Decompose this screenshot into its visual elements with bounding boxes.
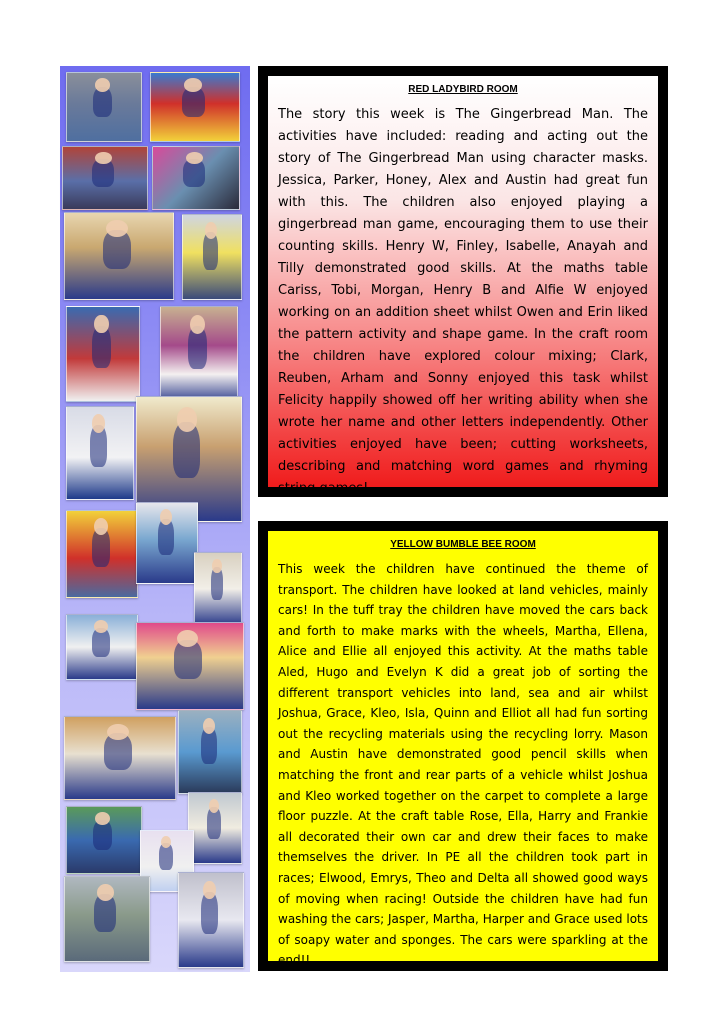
photo-sorting-vehicles <box>66 614 138 680</box>
photo-classroom-shelves <box>66 806 142 874</box>
red-ladybird-text: The story this week is The Gingerbread Man. The activities have included: reading and acting out the story of The Gingerbread Man using character masks. Jessica, Parker, Honey, Alex and Austin had great fun with this. The children also enjoyed playing a gingerbread man game, encouraging them to use their counting skills. Henry W, Finley, Isabelle, Anayah and Tilly demonstrated good skills. At the maths table Cariss, Tobi, Morgan, Henry B and Alfie W enjoyed working on an addition sheet whilst Owen and Erin liked the pattern activity and shape game. In the craft room the children have explored colour mixing; Clark, Reuben, Arham and Sonny enjoyed this task whilst Felicity happily showed off her writing ability when she wrote her name and other letters independently. Other activities enjoyed have been; cutting worksheets, describing and matching word games and rhyming string games! <box>278 107 648 496</box>
photo-table-group <box>64 212 174 300</box>
photo-girl-with-artwork <box>160 306 238 404</box>
photo-children-on-mat <box>62 146 148 210</box>
red-ladybird-content <box>268 76 658 496</box>
photo-car-washing <box>178 872 244 968</box>
photo-child-worksheet <box>194 552 242 626</box>
yellow-bumble-bee-text: This week the children have continued the theme of transport. The children have looked at land vehicles, mainly cars! In the tuff tray the children have moved the cars back and forth to make marks with the wheels, Martha, Ellena, Alice and Ellie all enjoyed this activity. At the maths table Aled, Hugo and Evelyn K did a great job of sorting the different transport vehicles into land, sea and air whilst Joshua, Grace, Kleo, Isla, Quinn and Elliot all had fun sorting out the recycling materials using the recycling lorry. Mason and Austin have demonstrated good pencil skills when matching the front and rear parts of a vehicle whilst Joshua and Kleo worked together on the carpet to complete a large floor puzzle. At the craft table Rose, Ella, Harry and Frankie all decorated their own car and drew their faces to make themselves the driver. In PE all the children took part in races; Elwood, Emrys, Theo and Delta all showed good ways of moving when racing! Outside the children have had fun washing the cars; Jasper, Martha, Harper and Grace used lots of soapy water and sponges. The cars were sparkling at the end!! <box>278 562 648 968</box>
photo-child-picture <box>188 792 242 864</box>
photo-child-with-sheet <box>66 306 140 402</box>
photo-recycling-lorry <box>136 622 244 710</box>
photo-matching-activity <box>64 716 176 800</box>
photo-toy-car-ride <box>66 510 138 598</box>
red-ladybird-panel <box>258 66 668 497</box>
photo-floor-puzzle <box>136 502 198 584</box>
photo-gingerbread-game <box>182 214 242 300</box>
yellow-bumble-bee-content <box>268 531 658 968</box>
photo-child-crawling <box>66 72 142 142</box>
yellow-bumble-bee-panel <box>258 521 668 971</box>
photo-child-on-slide <box>178 710 242 794</box>
photo-child-letters <box>66 406 134 500</box>
photo-painting <box>152 146 240 210</box>
photo-collage <box>60 66 250 972</box>
red-ladybird-title: RED LADYBIRD ROOM <box>408 84 518 95</box>
photo-toy-car <box>150 72 240 142</box>
photo-race-outdoors <box>64 876 150 962</box>
yellow-bumble-bee-title: YELLOW BUMBLE BEE ROOM <box>390 539 536 550</box>
